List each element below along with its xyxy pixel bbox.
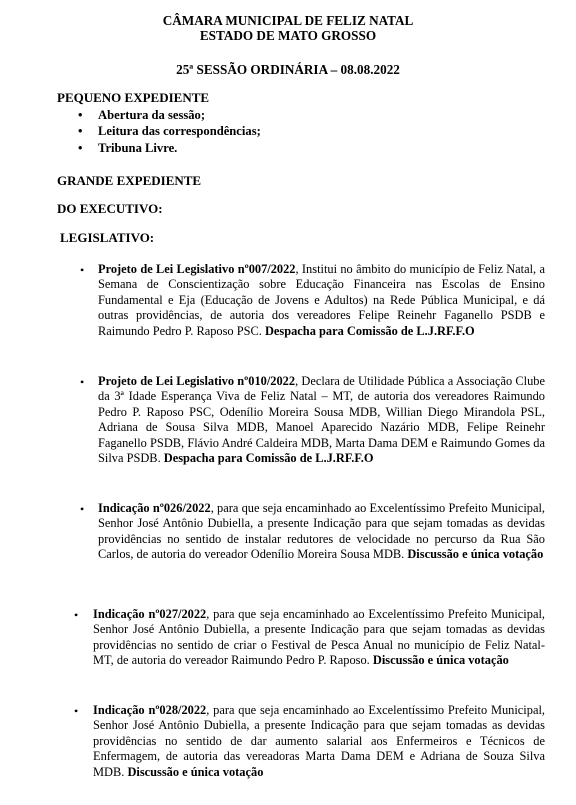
- list-item: • Tribuna Livre.: [78, 140, 261, 156]
- agenda-item: Projeto de Lei Legislativo nº007/2022, Institui no âmbito do município de Feliz Natal, a Semana de Conscientização sobre Educação Financeira nas Escolas de Ensino Fundamental e Eja (Educação de Jovens e Adultos) na Rede Pública Municipal, e dá outras providências, de autoria dos vereadores Felipe Reinehr Faganello PSDB e Raimundo Pedro P. Raposo PSC. Despacha para Comissão de L.J.RF.F.O: [98, 262, 545, 338]
- bullet-icon: •: [80, 375, 85, 389]
- pequeno-expediente-title: PEQUENO EXPEDIENTE: [57, 90, 210, 105]
- bullet-icon: •: [74, 608, 79, 622]
- executivo-title: DO EXECUTIVO:: [57, 201, 163, 216]
- header-subtitle: ESTADO DE MATO GROSSO: [199, 28, 377, 43]
- grande-expediente-title: GRANDE EXPEDIENTE: [57, 173, 202, 188]
- legislativo-title: LEGISLATIVO:: [60, 230, 155, 245]
- session-title: 25ª SESSÃO ORDINÁRIA – 08.08.2022: [176, 62, 400, 77]
- bullet-icon: •: [74, 704, 79, 718]
- agenda-item: Indicação nº028/2022, para que seja encaminhado ao Excelentíssimo Prefeito Municipal, Senhor José Antônio Dubiella, a presente Indicação para que sejam tomadas as devidas providências no sentido de dar aumento salarial aos Enfermeiros e Técnicos de Enfermagem, de autoria das vereadoras Marta Dama DEM e Adriana de Souza Silva MDB. Discussão e única votação: [93, 703, 545, 779]
- list-item: • Leitura das correspondências;: [78, 123, 261, 139]
- agenda-item: Indicação nº026/2022, para que seja encaminhado ao Excelentíssimo Prefeito Municipal, Senhor José Antônio Dubiella, a presente Indicação para que sejam tomadas as devidas providências no sentido de instalar redutores de velocidade no percurso da Rua São Carlos, de autoria do vereador Odenílio Moreira Sousa MDB. Discussão e única votação: [98, 501, 545, 562]
- list-item: • Abertura da sessão;: [78, 107, 261, 123]
- bullet-icon: •: [80, 502, 85, 516]
- pequeno-expediente-list: [78, 107, 261, 156]
- agenda-item: Projeto de Lei Legislativo nº010/2022, Declara de Utilidade Pública a Associação Clube da 3ª Idade Esperança Viva de Feliz Natal – MT, de autoria dos vereadores Raimundo Pedro P. Raposo PSC, Odenílio Moreira Sousa MDB, Willian Diego Mirandola PSL, Adriana de Sousa Silva MDB, Manoel Aparecido Nazário MDB, Felipe Reinehr Faganello PSDB, Flávio André Caldeira MDB, Marta Dama DEM e Raimundo Gomes da Silva PSDB. Despacha para Comissão de L.J.RF.F.O: [98, 374, 545, 466]
- agenda-item: Indicação nº027/2022, para que seja encaminhado ao Excelentíssimo Prefeito Municipal, Senhor José Antônio Dubiella, a presente Indicação para que sejam tomadas as devidas providências no sentido de criar o Festival de Pesca Anual no município de Feliz Natal-MT, de autoria do vereador Raimundo Pedro P. Raposo. Discussão e única votação: [93, 607, 545, 668]
- header-title: CÂMARA MUNICIPAL DE FELIZ NATAL: [162, 13, 414, 28]
- bullet-icon: •: [80, 263, 85, 277]
